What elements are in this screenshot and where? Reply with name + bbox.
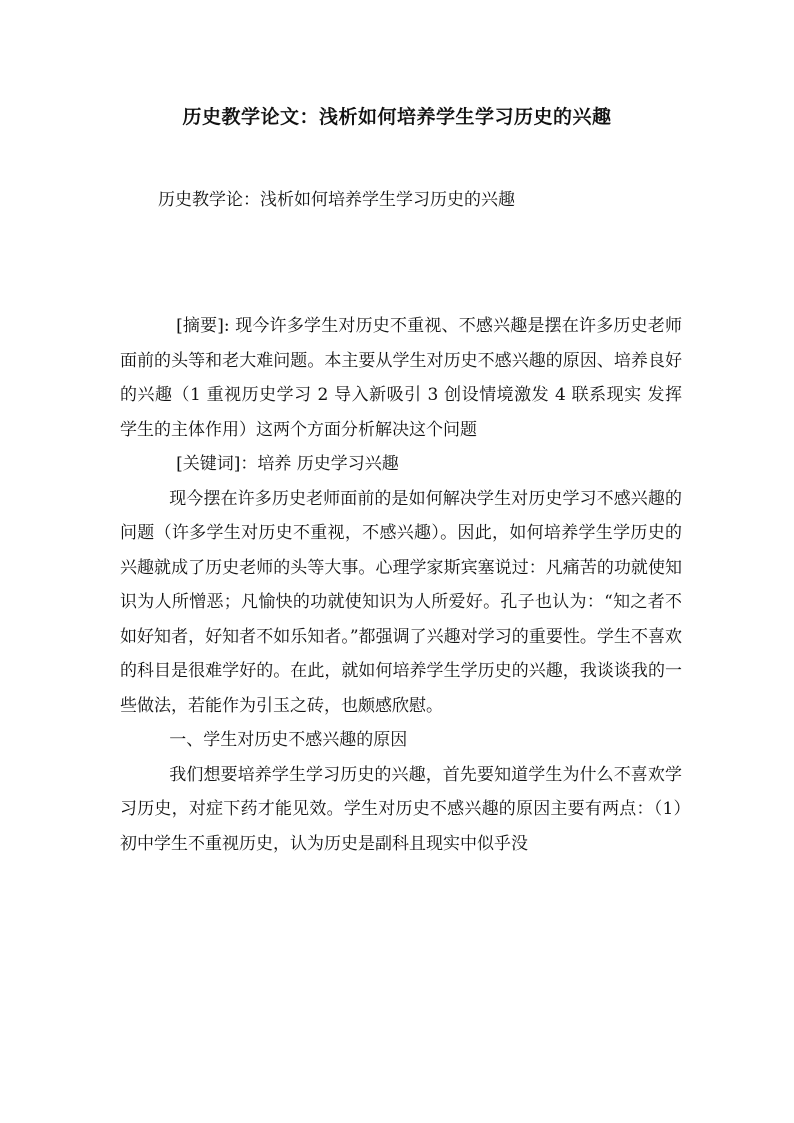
document-subtitle: 历史教学论：浅析如何培养学生学习历史的兴趣 (158, 190, 515, 210)
body-paragraph: 我们想要培养学生学习历史的兴趣，首先要知道学生为什么不喜欢学习历史，对症下药才能见效。学生对历史不感兴趣的原因主要有两点：（1）初中学生不重视历史，认为历史是副科且现实中似乎没 (120, 764, 682, 854)
section-heading: 一、学生对历史不感兴趣的原因 (169, 730, 408, 750)
keywords-paragraph: [关键词]：培养 历史学习兴趣 (176, 454, 399, 474)
document-body (120, 309, 682, 861)
body-paragraph: 现今摆在许多历史老师面前的是如何解决学生对历史学习不感兴趣的问题（许多学生对历史不重视，不感兴趣）。因此，如何培养学生学历史的兴趣就成了历史老师的头等大事。心理学家斯宾塞说过：凡痛苦的功就使知识为人所憎恶；凡愉快的功就使知识为人所爱好。孔子也认为：“知之者不如好知者，好知者不如乐知者。”都强调了兴趣对学习的重要性。学生不喜欢的科目是很难学好的。在此，就如何培养学生学历史的兴趣，我谈谈我的一些做法，若能作为引玉之砖，也颇感欣慰。 (120, 488, 682, 716)
document-title: 历史教学论文：浅析如何培养学生学习历史的兴趣 (182, 106, 612, 128)
abstract-paragraph: [摘要]: 现今许多学生对历史不重视、不感兴趣是摆在许多历史老师面前的头等和老大难问题。本主要从学生对历史不感兴趣的原因、培养良好的兴趣（1 重视历史学习 2 导入新吸引 3 创设情境激发 4 联系现实 发挥学生的主体作用）这两个方面分析解决这个问题 (120, 316, 682, 440)
